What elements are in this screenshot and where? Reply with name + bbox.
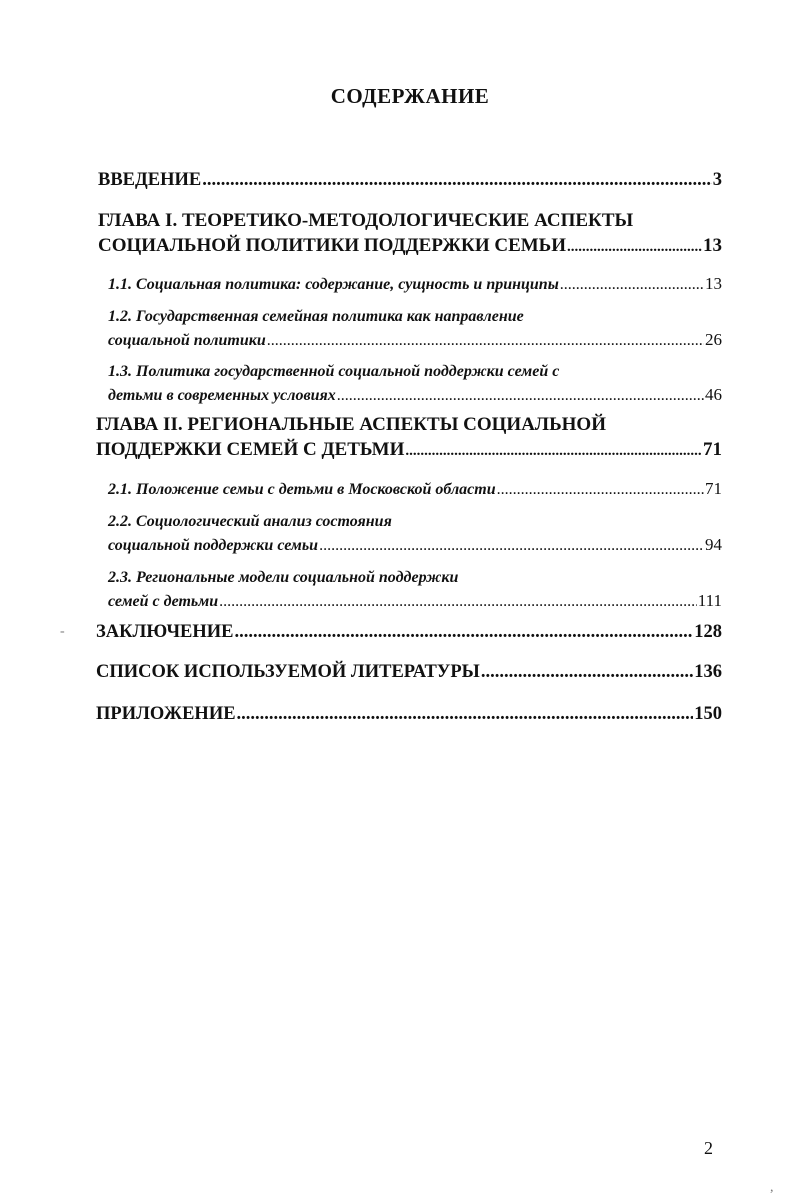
toc-entry-chapter1[interactable] bbox=[98, 235, 722, 257]
toc-page-number: 94 bbox=[705, 535, 722, 554]
toc-section-1-2-line1[interactable]: 1.2. Государственная семейная политика как направление bbox=[108, 308, 524, 325]
toc-entry-label: СПИСОК ИСПОЛЬЗУЕМОЙ ЛИТЕРАТУРЫ bbox=[96, 662, 480, 682]
toc-chapter2-line1[interactable]: ГЛАВА II. РЕГИОНАЛЬНЫЕ АСПЕКТЫ СОЦИАЛЬНОЙ bbox=[96, 414, 606, 435]
toc-entry-label: 2.1. Положение семьи с детьми в Московской области bbox=[108, 481, 496, 498]
toc-entry-label: ВВЕДЕНИЕ bbox=[98, 170, 202, 190]
toc-entry-label: СОЦИАЛЬНОЙ ПОЛИТИКИ ПОДДЕРЖКИ СЕМЬИ bbox=[98, 235, 567, 256]
toc-page-number: 13 bbox=[705, 274, 722, 293]
toc-entry-label: ПРИЛОЖЕНИЕ bbox=[96, 704, 236, 724]
toc-entry-section-2-3[interactable] bbox=[108, 591, 722, 611]
toc-page-number: 128 bbox=[694, 622, 722, 642]
toc-leader-dots bbox=[567, 239, 702, 256]
toc-entry-label: ПОДДЕРЖКИ СЕМЕЙ С ДЕТЬМИ bbox=[96, 439, 405, 460]
toc-entry-label: ЗАКЛЮЧЕНИЕ bbox=[96, 622, 234, 642]
toc-leader-dots bbox=[202, 170, 712, 191]
toc-leader-dots bbox=[219, 593, 697, 611]
toc-leader-dots bbox=[337, 387, 704, 405]
toc-page-number: 46 bbox=[705, 385, 722, 404]
toc-page-number: 71 bbox=[703, 439, 722, 460]
toc-page-number: 136 bbox=[694, 662, 722, 682]
toc-entry-section-1-2[interactable] bbox=[108, 330, 722, 350]
toc-leader-dots bbox=[237, 704, 694, 725]
toc-page-number: 111 bbox=[697, 591, 722, 610]
toc-entry-label: 1.1. Социальная политика: содержание, сущность и принципы bbox=[108, 276, 559, 293]
toc-leader-dots bbox=[235, 622, 694, 643]
toc-chapter1-line1[interactable]: ГЛАВА I. ТЕОРЕТИКО-МЕТОДОЛОГИЧЕСКИЕ АСПЕКТЫ bbox=[98, 210, 634, 231]
toc-section-2-3-line1[interactable]: 2.3. Региональные модели социальной поддержки bbox=[108, 569, 459, 586]
toc-entry-chapter2[interactable] bbox=[96, 439, 722, 461]
toc-entry-appendix[interactable] bbox=[96, 704, 722, 725]
scan-mark: - bbox=[60, 624, 65, 639]
page-number: 2 bbox=[704, 1138, 713, 1158]
toc-leader-dots bbox=[560, 276, 704, 294]
toc-page-number: 13 bbox=[703, 235, 722, 256]
toc-page-number: 26 bbox=[705, 330, 722, 349]
toc-leader-dots bbox=[481, 662, 693, 683]
toc-section-2-2-line1[interactable]: 2.2. Социологический анализ состояния bbox=[108, 513, 392, 530]
toc-page-number: 150 bbox=[694, 704, 722, 724]
toc-page-number: 3 bbox=[712, 170, 722, 190]
toc-entry-section-2-2[interactable] bbox=[108, 535, 722, 555]
scan-mark: , bbox=[770, 1180, 774, 1195]
toc-page-number: 71 bbox=[705, 479, 722, 498]
toc-entry-label: социальной поддержки семьи bbox=[108, 537, 319, 554]
toc-leader-dots bbox=[497, 481, 704, 499]
toc-entry-introduction[interactable] bbox=[98, 170, 722, 191]
page-title: СОДЕРЖАНИЕ bbox=[330, 84, 490, 108]
toc-section-1-3-line1[interactable]: 1.3. Политика государственной социальной поддержки семей с bbox=[108, 363, 560, 380]
toc-leader-dots bbox=[405, 443, 702, 460]
toc-entry-literature[interactable] bbox=[96, 662, 722, 683]
toc-entry-label: семей с детьми bbox=[108, 593, 219, 610]
toc-leader-dots bbox=[319, 537, 704, 555]
toc-entry-label: детьми в современных условиях bbox=[108, 387, 336, 404]
toc-leader-dots bbox=[267, 332, 704, 350]
toc-entry-conclusion[interactable] bbox=[96, 622, 722, 643]
toc-entry-label: социальной политики bbox=[108, 332, 266, 349]
toc-entry-section-1-3[interactable] bbox=[108, 385, 722, 405]
toc-entry-section-2-1[interactable] bbox=[108, 479, 722, 499]
toc-entry-section-1-1[interactable] bbox=[108, 274, 722, 294]
